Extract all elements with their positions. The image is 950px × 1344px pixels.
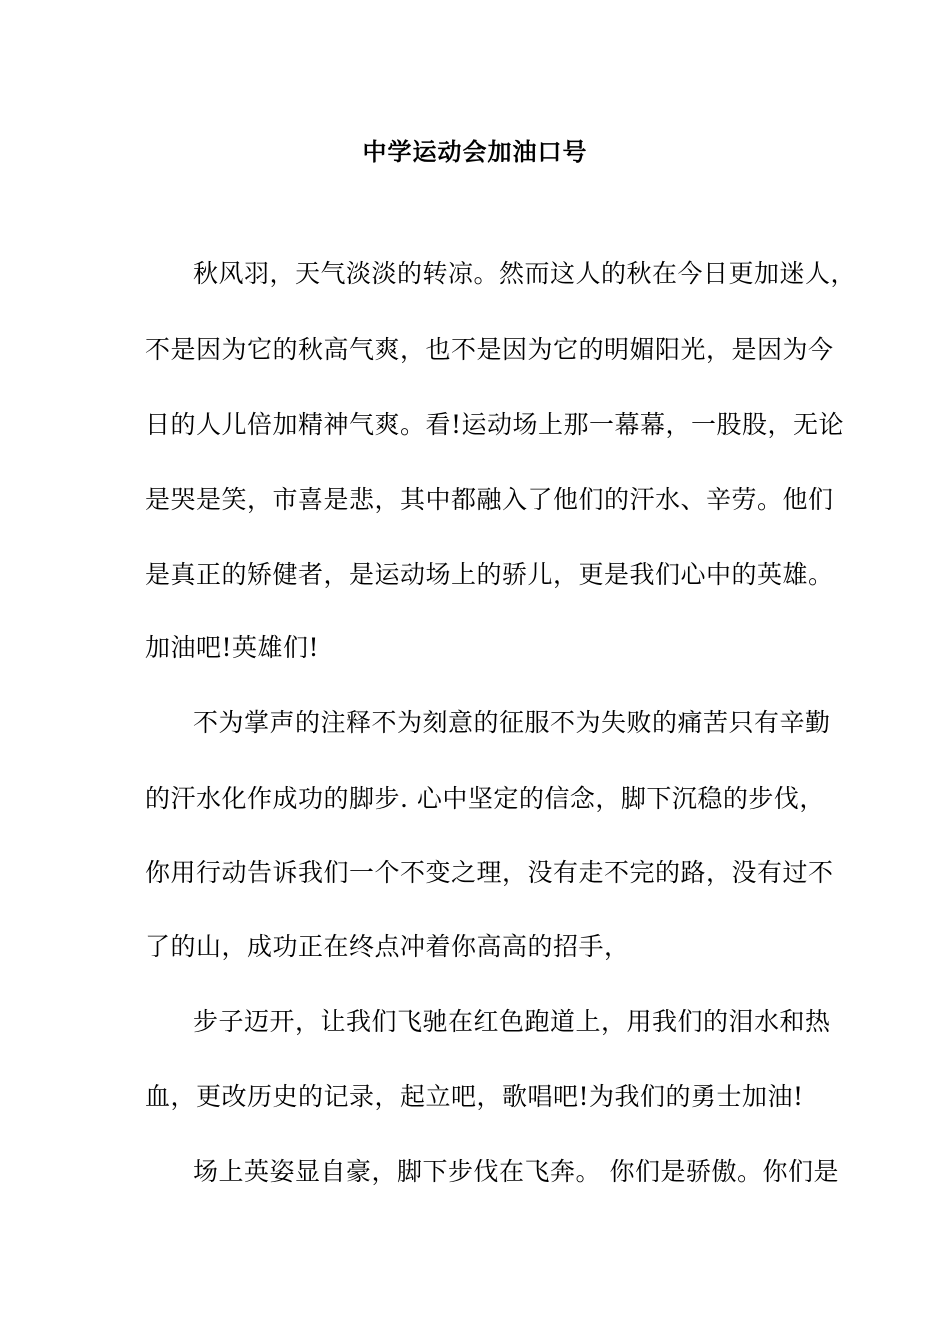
paragraph-3-line-2: 血，更改历史的记录，起立吧，歌唱吧!为我们的勇士加油! [145,1082,804,1111]
paragraph-1-line-3: 日的人儿倍加精神气爽。看!运动场上那一幕幕，一股股，无论 [145,410,845,439]
paragraph-1-line-4: 是哭是笑，市喜是悲，其中都融入了他们的汗水、辛劳。他们 [145,485,834,514]
paragraph-2-line-1: 不为掌声的注释不为刻意的征服不为失败的痛苦只有辛勤 [193,708,831,737]
paragraph-2-line-2: 的汗水化作成功的脚步. 心中坚定的信念，脚下沉稳的步伐， [145,784,825,813]
paragraph-1-line-5: 是真正的矫健者，是运动场上的骄儿，更是我们心中的英雄。 [145,560,834,589]
paragraph-2-line-3: 你用行动告诉我们一个不变之理，没有走不完的路，没有过不 [145,858,834,887]
paragraph-1-line-2: 不是因为它的秋高气爽，也不是因为它的明媚阳光，是因为今 [145,335,834,364]
document-title: 中学运动会加油口号 [362,138,588,166]
paragraph-2-line-4: 了的山，成功正在终点冲着你高高的招手， [145,932,630,961]
paragraph-4-line-1: 场上英姿显自豪，脚下步伐在飞奔。 你们是骄傲。你们是 [193,1157,839,1186]
paragraph-3-line-1: 步子迈开，让我们飞驰在红色跑道上，用我们的泪水和热 [193,1007,831,1036]
paragraph-1-line-1: 秋风羽，天气淡淡的转凉。然而这人的秋在今日更加迷人， [193,259,857,288]
paragraph-1-line-6: 加油吧!英雄们! [145,633,320,662]
